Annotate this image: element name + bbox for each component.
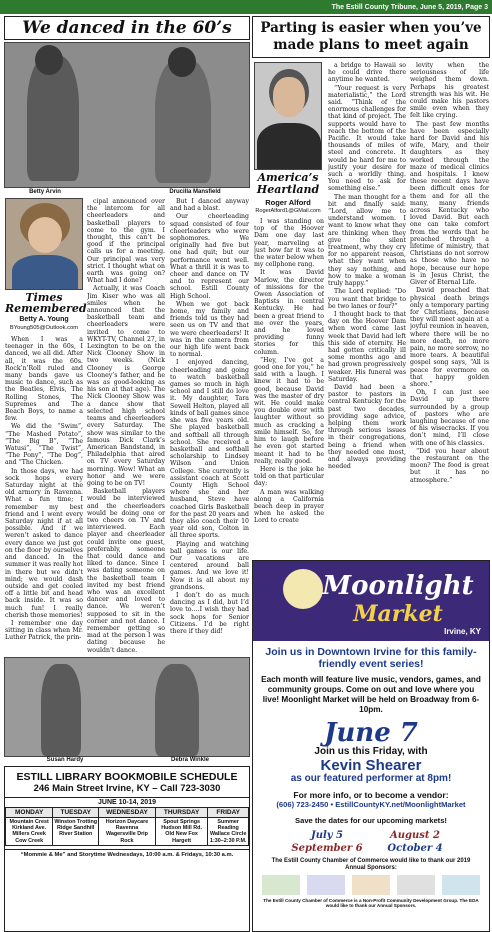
caption-debra-winkle: Debra Winkle xyxy=(171,757,209,763)
paragraph: In those days, we had sock hops every Saturday night at the old armory in Ravenna. What a fun time; I remember my best friend and I went every Saturday night if at all possible. And if we weren’t asked to dance every dance we just got on the floor by ourselves and danced. In the summer it was really hot in there but we didn’t mind; we would dash outside and get cooled off a little bit and head back inside. It was so much fun! I really cherish those memories! xyxy=(5,467,83,619)
paragraph: Actually, it was Coach Jim Kiser who was all smiles when he announced that the basketball team and cheerleaders were invited to come to WKYT-TV, Channel 27, in Lexington to be on the Nick Clooney Show in two weeks. (Nick Clooney is George Clooney’s father, and he was as good-looking as his son at that age). The Nick Clooney Show was a dance show that selected high school teams and cheerleaders every Saturday. The show was similar to the famous Dick Clark’s American Bandstand, in Philadelphia that aired on TV every Saturday morning. Wow! What an honor and we were going to be on TV! xyxy=(87,285,165,487)
day-header: FRIDAY xyxy=(208,808,249,818)
logo-irvine: Irvine, KY xyxy=(444,627,481,636)
paragraph: David preached that physical death brings only a temporary parting for Christians, because they will meet again at a joyful reunion in heaven, where there will be no more death, no more pain, no more sorrow, no more tears. A beautiful gospel song says, “All is peace for evermore on that happy golden shore.” xyxy=(410,287,489,388)
day-header: WEDNESDAY xyxy=(99,808,156,818)
sponsor-logo xyxy=(442,875,480,895)
byline-betty: Betty A. Young xyxy=(19,316,69,323)
day-header: THURSDAY xyxy=(155,808,208,818)
left-headline: We danced in the 60’s xyxy=(4,16,250,40)
paragraph: Oh, I can just see David up there surrounded by a group of pastors who are laughing because of one of his wisecracks. If you don’t mind, I’ll close with one of his classics. xyxy=(410,389,489,447)
paragraph: A man was walking along a California beach deep in prayer when he asked the Lord to create xyxy=(254,488,324,525)
right-col3 xyxy=(410,62,489,556)
column-title-americas-heartland: America’s Heartland xyxy=(256,171,320,196)
paragraph: David had been a pastor to pastors in central Kentucky for the past two decades, providing sage advice, helping them work through serious issues in their congregations, being a friend when they needed one most, and always providing needed xyxy=(328,383,406,471)
mm-features: Each month will feature live music, vendors, games, and community groups. Come on out and love where you live! Moonlight Market will be held on Broadway from 6-10pm. xyxy=(261,675,481,714)
date-july: July 5 xyxy=(310,830,344,841)
left-col1 xyxy=(5,336,83,654)
schedule-title: ESTILL LIBRARY BOOKMOBILE SCHEDULE xyxy=(16,771,238,783)
sponsor-logo xyxy=(397,875,435,895)
mm-join-friday: Join us this Friday, with xyxy=(314,746,428,757)
schedule-address: 246 Main Street Irvine, KY – Call 723-3030 xyxy=(33,783,221,794)
paragraph: Here is the joke he told on that particular day: xyxy=(254,465,324,488)
sponsor-logo xyxy=(262,875,300,895)
email-betty: BYoung505@Outlook.com xyxy=(9,325,79,331)
paragraph: I was standing on top of the Hoover Dam one day last year, marveling at just how far it was to the water below when my cellphone rang. xyxy=(254,218,324,269)
bookmobile-schedule xyxy=(4,766,250,932)
paragraph: The man thought for a bit and finally said: “Lord, allow me to understand women. I want to know what they are thinking when they give the silent treatment, why they cry for no apparent reason, what they want when they say nothing, and how to make a woman truly happy.” xyxy=(328,193,406,288)
day-header: TUESDAY xyxy=(53,808,99,818)
mm-footer: The Estill County Chamber of Commerce is a Non-Profit Community Development Group. The EDA would like to thank our Annual Sponsors. xyxy=(263,898,479,909)
left-col2 xyxy=(87,198,165,654)
caption-susan-hardy: Susan Hardy xyxy=(46,757,84,763)
sponsor-logos xyxy=(259,875,483,895)
paragraph: Basketball players would be interviewed and the cheerleaders would be doing one or two cheers on TV and interviewed. Each player and cheerleader could invite one guest, preferably, someone that could dance and liked to dance. Since I was dating someone on the basketball team I invited my best friend who was an excellent dancer and loved to dance. We weren’t supposed to sit in the corner and not dance. I remember getting so mad at the person I was dating because he wouldn’t dance. xyxy=(87,488,165,654)
schedule-table xyxy=(5,807,249,846)
paragraph: cipal announced over the intercom for all cheerleaders and basketball players to come to the gym. I thought, this can’t be good if the principal calls us for a meeting. Our principal was very strict. I thought what on earth was going on? What had I done? xyxy=(87,198,165,285)
author-photo-betty xyxy=(5,198,83,290)
paragraph: The past few months have been especially hard for David and his wife, Mary, and their daughters as they worked through the maze of medical clinics and hospitals. I knew these recent days have been difficult ones for them and for all the many, many friends across Kentucky who loved David. But each one can take comfort from the words that he preached through a lifetime of ministry, that Christians do not sorrow as those who have no hope, because our hope is in Jesus Christ, the Giver of Eternal Life. xyxy=(410,120,489,287)
day-stops: Winston Trotting Ridge Sandhill River Station xyxy=(53,818,99,846)
logo-market: Market xyxy=(353,601,443,627)
paragraph: I thought back to that day on the Hoover Dam when word came last week that David had left this side of eternity. He had gotten critically ill some months ago and had grown progressively weaker. His funeral was Saturday. xyxy=(328,310,406,383)
date-september: September 6 xyxy=(291,843,363,854)
left-col3 xyxy=(170,198,249,654)
right-col2 xyxy=(328,62,406,556)
paragraph: When I was a teenager in the 60s, I danced, we all did. After all, it was the 60s. Rock’n’Roll ruled and many bands gave us music to dance, such as the Beatles, Elvis, The Rolling Stones, The Supremes and The Beach Boys, to name a few. xyxy=(5,336,83,423)
paragraph: I enjoyed dancing, cheerleading and going to watch basketball games so much in high school and I still do love it. My daughter, Tara Sewell Helton, played all kinds of ball games since she was five years old. She played basketball and softball all through school. She received a basketball and softball scholarship to Lindsey Wilson and Union College. She currently is assistant coach at Scott County High School where she and her husband, Steve have coached Girls Basketball for the past 20 years and they also coach their 10 year old son, Colton in all three sports. xyxy=(170,359,249,540)
mm-info: For more info, or to become a vendor: xyxy=(293,790,449,800)
day-stops: Horizon Daycare Ravenna Wagersville Drip Rock xyxy=(99,818,156,846)
mm-june: June 7 xyxy=(324,718,418,748)
paragraph: Our cheerleading squad consisted of four cheerleaders who were sophomores. We originally had five but one had quit; but our performance went well. What a thrill it is was to cheer and dance on TV and to represent our school. Estill County High School. xyxy=(170,213,249,300)
paragraph: levity when the seriousness of life weighed them down. Perhaps his greatest strength was his wit. He could make his pastors smile even when they felt like crying. xyxy=(410,62,489,120)
page-header xyxy=(0,0,492,14)
cheerleader-photo-bottom xyxy=(4,657,250,757)
mm-join: Join us in Downtown Irvine for this family-friendly event series! xyxy=(265,646,477,670)
mm-performer-sub: as our featured performer at 8pm! xyxy=(290,773,452,784)
mm-save: Save the dates for our upcoming markets! xyxy=(295,816,447,825)
right-headline: Parting is easier when you’ve made plans to meet again xyxy=(252,16,490,58)
mm-chamber: The Estill County Chamber of Commerce would like to thank our 2019 Annual Sponsors: xyxy=(271,858,471,871)
paragraph: “Your request is very materialistic,” the Lord said. “Think of the enormous challenges for that kind of project. The supports would have to reach the bottom of the Pacific. It would take thousands of miles of steel and concrete. It would be hard for me to justify your desire for such a worldly thing. You need to ask for something else.” xyxy=(328,84,406,193)
day-header: MONDAY xyxy=(6,808,53,818)
day-stops: Spout Springs Hudson Mill Rd. Old New Fox Hargett xyxy=(155,818,208,846)
date-october: October 4 xyxy=(387,843,443,854)
caption-betty-arvin: Betty Arvin xyxy=(29,189,61,195)
paragraph: We did the “Swim”, “The Mashed Potato”, “The Big B”, “The Watusi”, “The Twist”, “The Pony”, “The Dog”, and “The Chicken. xyxy=(5,423,83,467)
day-stops: Mountain Crest Kirkland Ave. Millers Creek Cow Creek xyxy=(6,818,53,846)
paragraph: But I danced anyway and had a blast. xyxy=(170,198,249,213)
header-text: The Estill County Tribune, June 5, 2019, Page 3 xyxy=(331,3,488,11)
paragraph: When we got back home, my family and friends told us they had seen us on TV and that we were cheerleaders! It was in the camera from our high life went back to normal. xyxy=(170,300,249,359)
date-august: August 2 xyxy=(390,830,440,841)
caption-drucilla-mansfield: Drucilla Mansfield xyxy=(169,189,221,195)
sponsor-logo xyxy=(352,875,390,895)
sponsor-logo xyxy=(307,875,345,895)
byline-roger: Roger Alford xyxy=(265,198,311,207)
paragraph: “Did you hear about the restaurant on the moon? The food is great but it has no atmosphere.” xyxy=(410,447,489,484)
paragraph: I don’t do as much dancing as I did, but I’d love to….I wish they had sock hops for Senior Citizens. I’d be right there if they did! xyxy=(170,591,249,635)
schedule-footer: “Mommie & Me” and Storytime Wednesdays, 10:00 a.m. & Fridays, 10:30 a.m. xyxy=(5,849,249,858)
mm-dates xyxy=(283,829,459,855)
column-title-times-remembered: Times Remembered xyxy=(5,291,87,315)
moonlight-market-ad xyxy=(252,560,490,932)
right-col1 xyxy=(254,218,324,556)
email-roger: RogerAlford1@GMail.com xyxy=(255,208,321,214)
author-photo-roger xyxy=(254,62,322,170)
logo-moonlight: Moonlight xyxy=(322,571,474,601)
mm-performer: Kevin Shearer xyxy=(320,757,422,774)
paragraph: “Hey, I’ve got a good one for you,” he said with a laugh. I knew it had to be good, because David was the master of dry wit. He could make you double over with laughter without so much as cracking a smile himself. So, for him to laugh before he even got started meant it had to be really, really good. xyxy=(254,356,324,465)
paragraph: Playing and watching ball games is our life. Our vacations are centered around ball games. And we love it! Now it is all about my grandsons. xyxy=(170,540,249,591)
paragraph: The Lord replied: “Do you want that bridge to be two lanes or four?” xyxy=(328,288,406,310)
paragraph: I remember one day sitting in class when Mr. Luther Patrick, the prin- xyxy=(5,619,83,642)
paragraph: It was David Marlow, the director of missions for the Owen Association of Baptists in central Kentucky. He had been a great friend to me over the years, and he loved providing funny stories for this column. xyxy=(254,269,324,356)
moonlight-banner xyxy=(253,561,489,641)
mm-phone: (606) 723-2450 • EstillCountyKY.net/MoonlightMarket xyxy=(276,800,466,809)
schedule-dates: JUNE 10-14, 2019 xyxy=(5,797,249,806)
paragraph: a bridge to Hawaii so he could drive there anytime he wanted. xyxy=(328,62,406,84)
cheerleader-photo-top xyxy=(4,42,250,188)
day-stops: Summer Reading Wallace Circle 1:30–2:30 P.M. xyxy=(208,818,249,846)
